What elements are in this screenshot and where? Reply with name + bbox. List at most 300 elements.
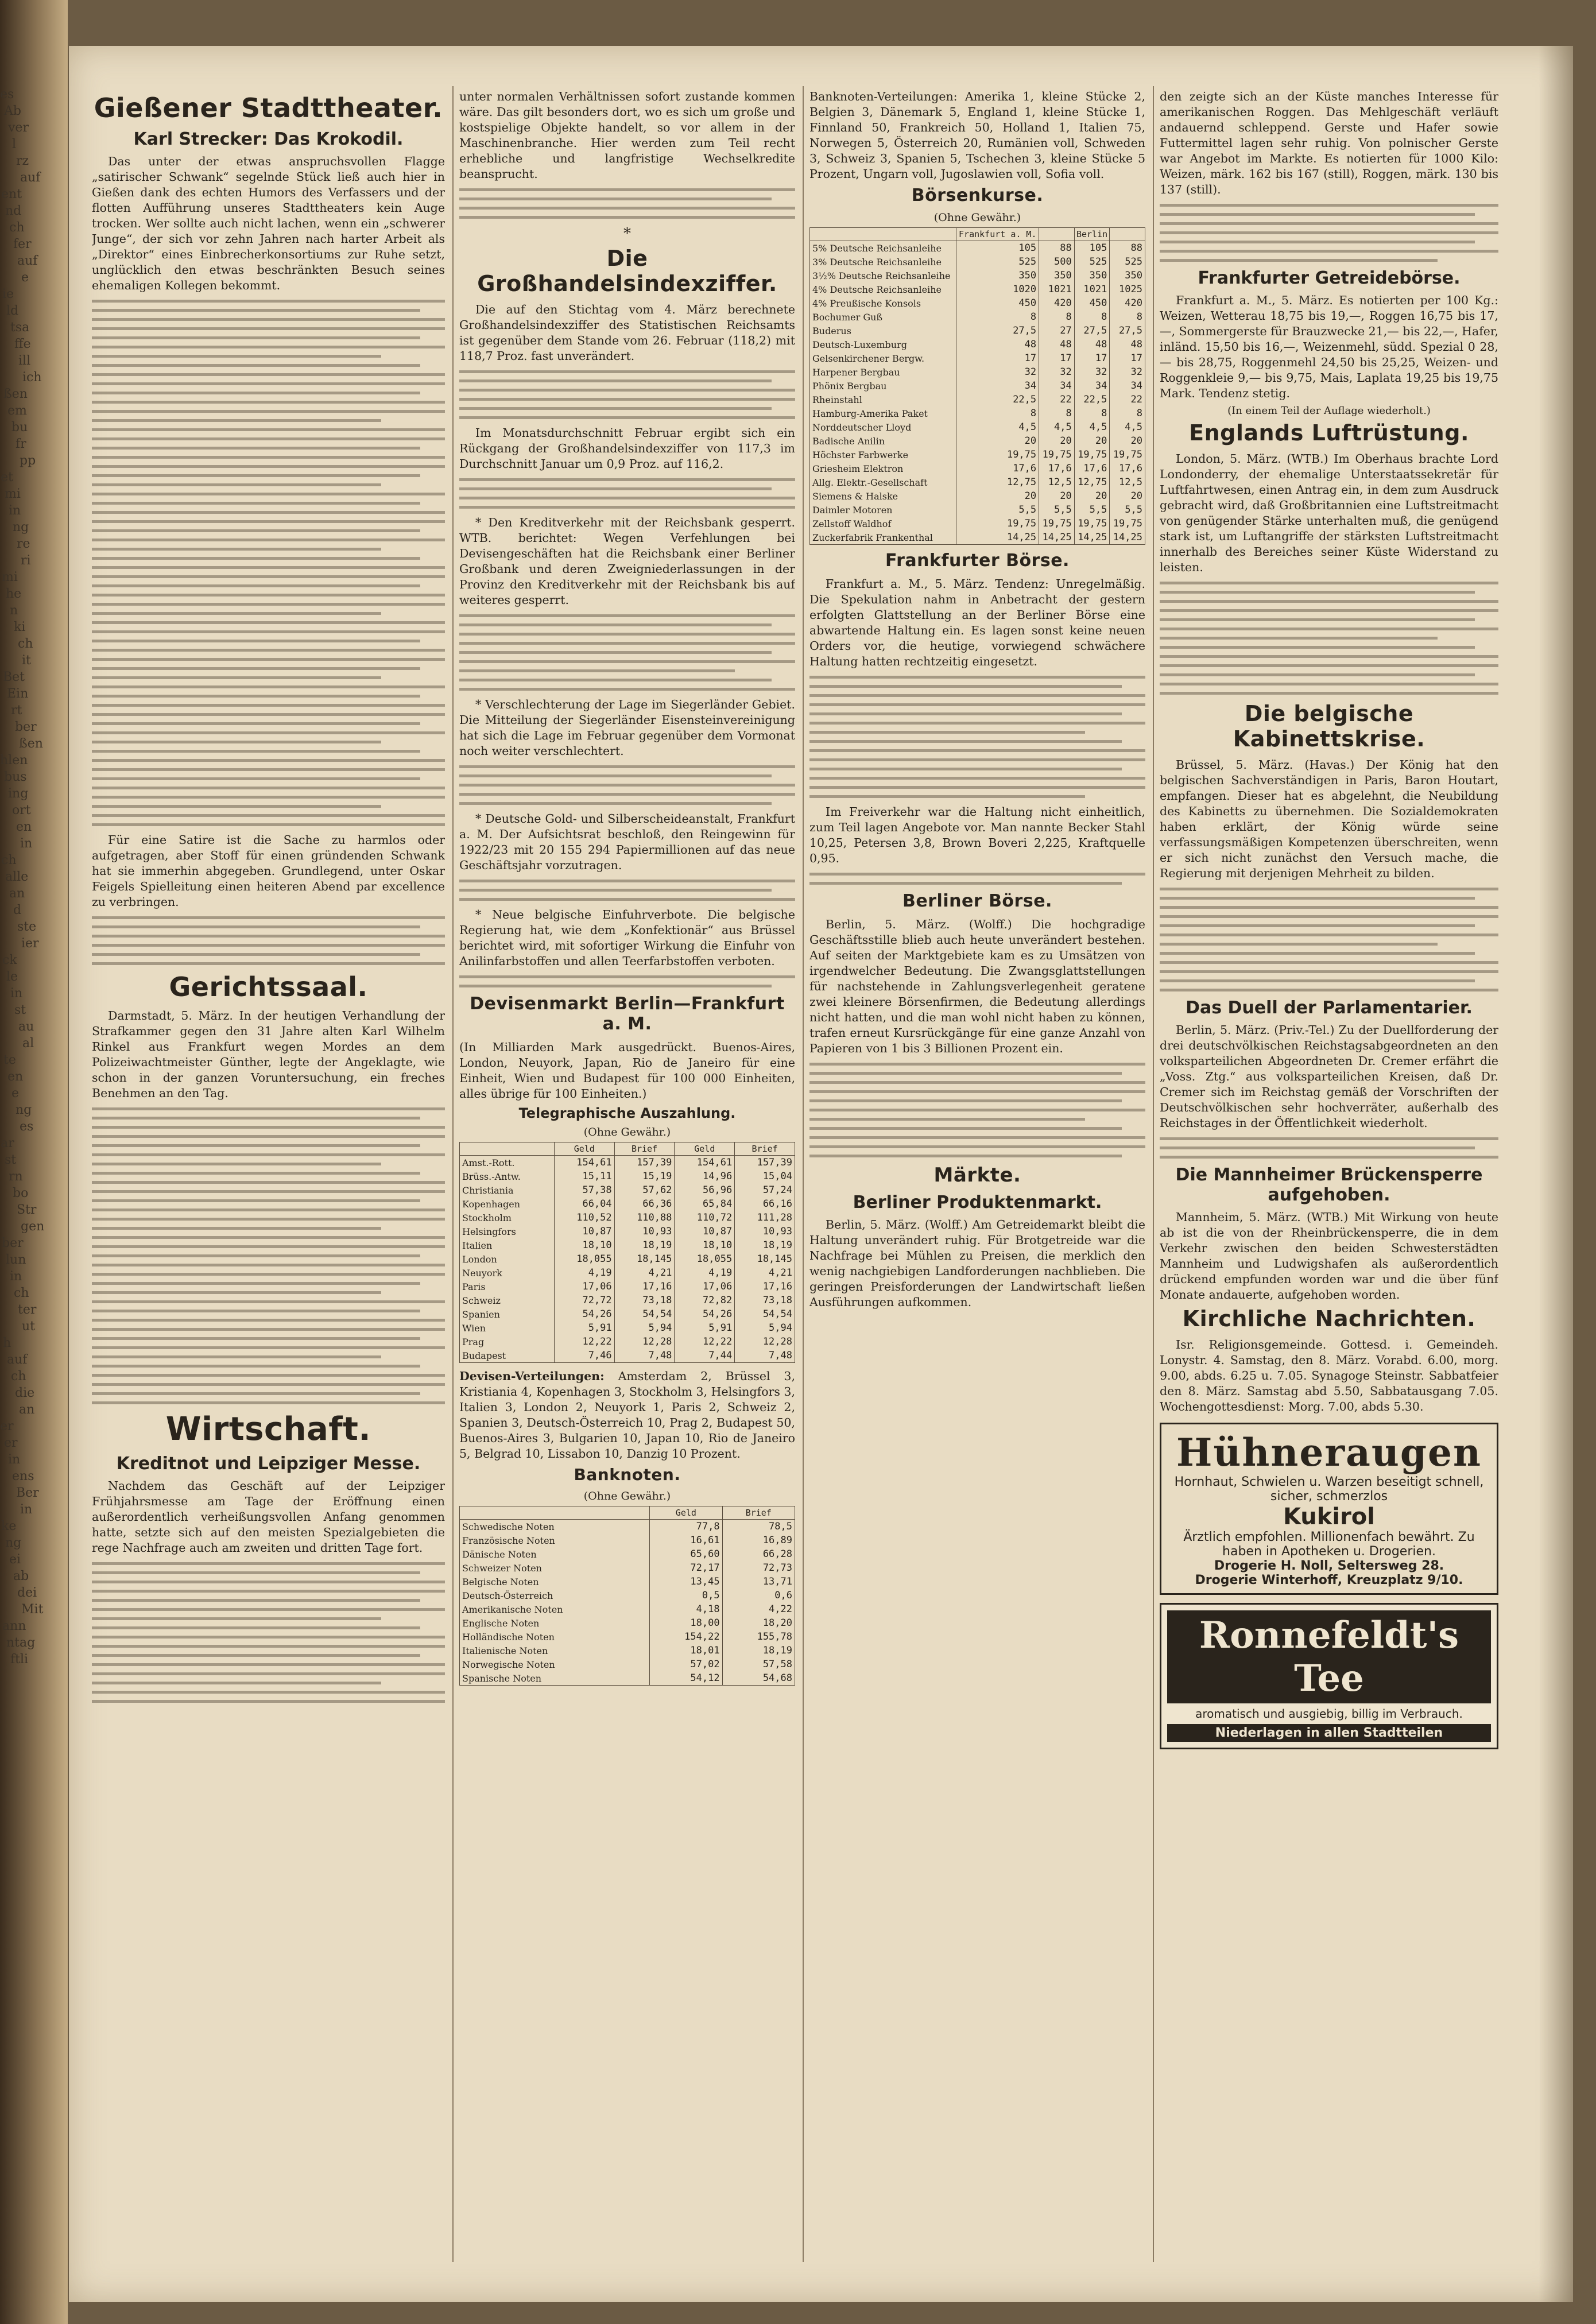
text-line (809, 786, 1145, 789)
text-line (1160, 943, 1438, 946)
article-paragraph: Die auf den Stichtag vom 4. März berechnete Großhandelsindexziffer des Statistischen Reichsamts ist gegenüber dem Stande vom 26. Februar (118,2) mit 118,7 Proz. fast unverändert. (459, 303, 795, 363)
table-cell: 17 (1110, 351, 1145, 365)
table-row (460, 1321, 795, 1335)
text-line (92, 916, 445, 919)
text-line (92, 787, 445, 789)
text-filler (809, 873, 1145, 885)
column-rule (452, 86, 454, 2262)
table-cell: 0,5 (650, 1589, 722, 1602)
devisenmarkt-heading: Devisenmarkt Berlin—Frankfurt a. M. (470, 994, 785, 1034)
previous-page-fragment: Mit (21, 1602, 44, 1617)
previous-page-fragment: ing (8, 787, 29, 801)
row-label: Stockholm (460, 1211, 555, 1225)
previous-page-fragment: in (20, 1502, 33, 1517)
text-line (459, 188, 795, 191)
text-line (1160, 683, 1498, 685)
previous-page-fragment: bo (13, 1186, 29, 1200)
table-cell: 18,19 (614, 1238, 675, 1252)
news-note: * Neue belgische Einfuhrverbote. Die belgische Regierung hat, wie dem „Konfektionär“ aus Brüssel berichtet wird, mit sofortiger Wirkung die Einfuhr von Anilinfarbstoffen und allen Teerfarbstoffen verboten. (459, 908, 795, 968)
article-paragraph: London, 5. März. (WTB.) Im Oberhaus brachte Lord Londonderry, der ehemalige Unterstaatssekretär für Luftfahrtwesen, einen Antrag ein, in dem zum Ausdruck gebracht wird, daß Großbritannien eine Luftstreitmacht von genügender Stärke unterhalten muß, die genügend stark ist, um Luftangriffe der stärksten Luftstreitmacht innerhalb des Bereiches seiner Küste Widerstand zu leisten. (1160, 452, 1498, 574)
table-cell: 18,20 (722, 1616, 795, 1630)
table-cell: 154,22 (650, 1630, 722, 1644)
text-line (1160, 952, 1475, 955)
text-line (809, 712, 1122, 715)
previous-page-fragment: ab (13, 1569, 29, 1583)
table-row (460, 1266, 795, 1280)
article-paragraph: Im Freiverkehr war die Haltung nicht einheitlich, zum Teil lagen Angebote vor. Man nannte Becker Stahl 10,25, Petersen 3,8, Brown Boveri 2,225, Kraftquelle 0,95. (809, 805, 1145, 865)
text-line (92, 685, 445, 688)
text-line (1160, 961, 1498, 964)
text-filler (1160, 204, 1498, 262)
previous-page-fragment: fr (16, 437, 26, 451)
previous-page-fragment: in (9, 503, 21, 518)
text-line (459, 197, 772, 200)
text-line (809, 1072, 1122, 1075)
text-line (92, 1383, 445, 1386)
table-cell: 20 (1039, 489, 1075, 503)
article-paragraph: Frankfurt a. M., 5. März. Es notierten per 100 Kg.: Weizen, Wetterau 18,75 bis 19,—, Roggen 16,75 bis 17,—, Sommergerste für Brauzwecke 21,— bis 22,—, Hafer, inländ. 15,50 bis 16,—, Weizenmehl, südd. Spezial 0 28,— bis 28,75, Roggenmehl 24,50 bis 25,25, Weizen- und Roggenkleie 9,— bis 9,75, Mais, Laplata 19,25 bis 19,75 Mark. Tendenz stetig. (1160, 293, 1498, 400)
text-line (92, 493, 445, 495)
text-line (92, 318, 445, 321)
table-cell: 19,75 (956, 517, 1039, 530)
previous-page-fragment: ch (1, 853, 17, 867)
text-line (92, 566, 445, 569)
table-cell: 48 (1074, 338, 1110, 351)
table-row (460, 1238, 795, 1252)
text-line (92, 575, 445, 578)
text-line (92, 1190, 445, 1193)
text-line (92, 953, 420, 956)
previous-page-fragment: pp (20, 454, 36, 468)
boersenkurse-note: (Ohne Gewähr.) (933, 211, 1021, 224)
previous-page-fragment: mi (2, 570, 18, 584)
table-header-cell (810, 228, 956, 241)
text-line (809, 795, 1085, 798)
text-line (459, 880, 795, 882)
ad-brand: Ronnefeldt's Tee (1167, 1610, 1491, 1703)
text-line (92, 1374, 445, 1377)
page-edge-shadow (1539, 46, 1573, 2302)
table-row (460, 1349, 795, 1363)
table-cell: 14,25 (1074, 530, 1110, 545)
table-header-cell (460, 1506, 650, 1520)
text-line (459, 487, 772, 490)
column-1 (92, 89, 445, 2259)
text-line (92, 1328, 445, 1331)
table-row (810, 448, 1145, 462)
previous-page-fragment: ch (18, 637, 33, 651)
article-paragraph: Im Monatsdurchschnitt Februar ergibt sich ein Rückgang der Großhandelsindexziffer von 117,3 im Durchschnitt Januar um 0,9 Proz. auf 116,2. (459, 426, 795, 471)
text-line (1160, 897, 1475, 900)
wirtschaft-heading: Wirtschaft. (165, 1411, 371, 1448)
text-line (809, 1136, 1145, 1139)
previous-page-fragment: auf (7, 1353, 28, 1367)
text-line (809, 1063, 1145, 1066)
text-line (92, 355, 381, 358)
table-row (810, 379, 1145, 393)
table-cell: 88 (1110, 241, 1145, 255)
table-cell: 8 (956, 406, 1039, 420)
table-header-cell (460, 1142, 555, 1156)
row-label: Siemens & Halske (810, 489, 956, 503)
text-line (92, 483, 381, 486)
table-row (460, 1307, 795, 1321)
previous-page-fragment: lun (6, 1253, 26, 1267)
previous-page-fragment: ng (5, 1536, 22, 1550)
previous-page-fragment: ck (2, 953, 17, 967)
banknoten-verteilung: Banknoten-Verteilungen: Amerika 1, kleine Stücke 2, Belgien 3, Dänemark 5, England 1, kleine Stücke 1, Finnland 50, Frankreich 50, Holland 1, Italien 75, Norwegen 5, Österreich 20, Rumänien voll, Schweden 3, Schweiz 3, Spanien 5, Tschechen 3, kleine Stücke 5 Prozent, Ungarn voll, Jugoslawien voll, Sofia voll. (809, 90, 1145, 181)
table-cell: 54,54 (614, 1307, 675, 1321)
row-label: Neuyork (460, 1266, 555, 1280)
previous-page-fragment: em (7, 404, 27, 418)
table-row (810, 462, 1145, 475)
text-line (92, 392, 420, 394)
previous-page-fragment: ng (13, 520, 29, 534)
row-label: 4% Deutsche Reichsanleihe (810, 282, 956, 296)
previous-page-fragment: ar (1, 1136, 14, 1151)
table-cell: 17 (956, 351, 1039, 365)
text-line (459, 975, 795, 978)
text-line (1160, 1137, 1498, 1140)
text-line (459, 679, 772, 681)
text-line (1160, 222, 1498, 225)
table-header-cell (1110, 228, 1145, 241)
previous-page-fragment: te (3, 1053, 16, 1067)
table-cell: 4,5 (1074, 420, 1110, 434)
ad-address: Drogerie Winterhoff, Kreuzplatz 9/10. (1195, 1573, 1463, 1587)
row-label: Gelsenkirchener Bergw. (810, 351, 956, 365)
table-cell: 18,055 (675, 1252, 735, 1266)
text-line (1160, 231, 1498, 234)
table-cell: 20 (956, 489, 1039, 503)
table-cell: 15,11 (554, 1169, 614, 1183)
article-paragraph: Berlin, 5. März. (Wolff.) Am Getreidemarkt bleibt die Haltung unverändert ruhig. Für Brotgetreide war die Nachfrage bei Mühlen zu Preisen, die merklich den wenig nachgiebigen Landforderungen nachblieben. Die geringen Preisforderungen der Landwirtschaft ließen Ausführungen aufkommen. (809, 1218, 1145, 1309)
text-filler (1160, 582, 1498, 695)
text-filler (1160, 888, 1498, 991)
row-label: Zellstoff Waldhof (810, 517, 956, 530)
previous-page-fragment: ter (18, 1303, 37, 1317)
table-cell: 17 (1039, 351, 1075, 365)
table-cell: 1020 (956, 282, 1039, 296)
table-cell: 110,88 (614, 1211, 675, 1225)
row-label: Italien (460, 1238, 555, 1252)
text-line (92, 511, 445, 514)
previous-page-fragment: al (22, 1036, 34, 1051)
row-label: Norddeutscher Lloyd (810, 420, 956, 434)
table-row (810, 282, 1145, 296)
table-cell: 16,61 (650, 1533, 722, 1547)
table-cell: 73,18 (735, 1293, 795, 1307)
previous-page-fragment: ffe (14, 337, 31, 351)
row-label: 5% Deutsche Reichsanleihe (810, 241, 956, 255)
text-line (92, 1153, 445, 1156)
table-cell: 65,84 (675, 1197, 735, 1211)
previous-page-fragment: an (9, 886, 25, 901)
table-row (460, 1211, 795, 1225)
row-label: Italienische Noten (460, 1644, 650, 1657)
table-cell: 4,21 (614, 1266, 675, 1280)
table-row (460, 1533, 795, 1547)
table-row (460, 1561, 795, 1575)
text-filler (92, 916, 445, 965)
text-line (92, 300, 445, 303)
table-cell: 10,87 (675, 1225, 735, 1238)
text-filler (459, 370, 795, 419)
previous-page-fragment: ch (11, 1369, 26, 1384)
text-line (809, 768, 1122, 770)
previous-page-fragment: au (18, 1020, 34, 1034)
news-note: * Den Kreditverkehr mit der Reichsbank gesperrt. WTB. berichtet: Wegen Verfehlungen bei Devisengeschäften hat die Reichsbank einer Berliner Großbank und deren Zweigniederlassungen in der Provinz den Kreditverkehr mit der Reichsbank bis auf weiteres gesperrt. (459, 516, 795, 607)
news-note: * Deutsche Gold- und Silberscheideanstalt, Frankfurt a. M. Der Aufsichtsrat beschloß, den Reingewinn für 1922/23 mit 20 155 294 Papiermillionen auf das neue Geschäftsjahr vorzutragen. (459, 812, 795, 872)
table-cell: 27 (1039, 324, 1075, 338)
text-line (809, 1145, 1145, 1148)
table-cell: 27,5 (1110, 324, 1145, 338)
table-header-cell: Brief (735, 1142, 795, 1156)
table-cell: 105 (956, 241, 1039, 255)
auflage-note: (In einem Teil der Auflage wiederholt.) (1227, 405, 1431, 417)
table-row (460, 1225, 795, 1238)
text-line (92, 814, 445, 817)
text-line (92, 759, 445, 762)
table-cell: 450 (956, 296, 1039, 310)
text-line (809, 1081, 1145, 1084)
table-cell: 20 (1110, 489, 1145, 503)
text-line (92, 1392, 420, 1395)
text-line (92, 667, 420, 670)
text-line (92, 823, 445, 826)
text-line (1160, 970, 1498, 973)
row-label: Norwegische Noten (460, 1657, 650, 1671)
devisenmarkt-note: (Ohne Gewähr.) (583, 1126, 671, 1138)
table-cell: 18,10 (675, 1238, 735, 1252)
table-cell: 34 (1039, 379, 1075, 393)
text-filler (459, 975, 795, 987)
table-cell: 54,68 (722, 1671, 795, 1686)
table-row (810, 393, 1145, 406)
text-line (1160, 673, 1475, 676)
previous-page-fragment: ier (21, 936, 39, 951)
text-line (92, 428, 445, 431)
text-filler (92, 1107, 445, 1404)
row-label: Höchster Farbwerke (810, 448, 956, 462)
text-line (92, 649, 445, 652)
table-cell: 18,01 (650, 1644, 722, 1657)
previous-page-fragment: in (10, 986, 23, 1001)
theater-subheading: Karl Strecker: Das Krokodil. (133, 129, 404, 149)
text-line (92, 1209, 445, 1211)
row-label: Deutsch-Luxemburg (810, 338, 956, 351)
row-label: Wien (460, 1321, 555, 1335)
table-cell: 12,22 (675, 1335, 735, 1349)
table-cell: 17 (1074, 351, 1110, 365)
text-line (92, 1282, 420, 1285)
table-cell: 1025 (1110, 282, 1145, 296)
text-line (1160, 655, 1498, 658)
table-cell: 5,94 (735, 1321, 795, 1335)
table-cell: 7,48 (735, 1349, 795, 1363)
table-cell: 13,71 (722, 1575, 795, 1589)
text-line (809, 1109, 1145, 1111)
text-line (92, 1163, 381, 1165)
table-row (810, 269, 1145, 282)
table-cell: 18,19 (722, 1644, 795, 1657)
text-line (92, 1663, 445, 1666)
previous-page-fragment: ch (9, 220, 25, 235)
table-row (810, 489, 1145, 503)
ad-line: aromatisch und ausgiebig, billig im Verbrauch. (1195, 1707, 1463, 1721)
table-cell: 154,61 (675, 1156, 735, 1170)
previous-page-fragment: nd (5, 204, 22, 218)
previous-page-fragment: ntag (6, 1636, 36, 1650)
previous-page-fragment: ch (14, 1286, 29, 1300)
table-cell: 4,5 (1039, 420, 1075, 434)
table-cell: 34 (1074, 379, 1110, 393)
table-cell: 72,82 (675, 1293, 735, 1307)
previous-page-fragment: in (20, 836, 33, 851)
row-label: Zuckerfabrik Frankenthal (810, 530, 956, 545)
text-line (459, 688, 795, 691)
previous-page-fragment: Bet (3, 670, 25, 684)
row-label: Buderus (810, 324, 956, 338)
text-line (92, 539, 445, 541)
previous-page-fragment: ßen (3, 387, 28, 401)
text-filler (1160, 1137, 1498, 1159)
table-row (460, 1575, 795, 1589)
row-label: Phönix Bergbau (810, 379, 956, 393)
text-line (459, 207, 795, 210)
table-cell: 18,10 (554, 1238, 614, 1252)
table-cell: 450 (1074, 296, 1110, 310)
text-line (92, 1571, 420, 1574)
gericht-heading: Gerichtssaal. (169, 971, 368, 1002)
table-cell: 32 (956, 365, 1039, 379)
article-paragraph: Nachdem das Geschäft auf der Leipziger Frühjahrsmesse am Tage der Eröffnung einen außerordentlich verheißungsvollen Anfang genommen hatte, setzte sich auf den meisten Spezialgebieten die rege Nachfrage auch am zweiten und dritten Tage fort. (92, 1479, 445, 1555)
previous-page-fragment: ut (22, 1319, 36, 1334)
table-cell: 17,6 (956, 462, 1039, 475)
text-line (459, 985, 772, 987)
previous-page-fragment: d (13, 903, 22, 917)
row-label: Bochumer Guß (810, 310, 956, 324)
table-cell: 22,5 (956, 393, 1039, 406)
table-cell: 77,8 (650, 1520, 722, 1534)
table-cell: 13,45 (650, 1575, 722, 1589)
previous-page-fragment: ver (8, 121, 29, 135)
table-row (810, 351, 1145, 365)
row-label: Christiania (460, 1183, 555, 1197)
table-row (460, 1156, 795, 1170)
table-row (460, 1197, 795, 1211)
article-paragraph: Frankfurt a. M., 5. März. Tendenz: Unregelmäßig. Die Spekulation nahm in Anbetracht der gestern erfolgten Glattstellung an der Berliner Börse eine abwartende Haltung ein. Es lagen sonst keine neuen Orders vor, die heutige, vorwiegend schwächere Haltung hatten rechtzeitig eingesetzt. (809, 577, 1145, 668)
text-line (92, 557, 420, 560)
table-cell: 350 (956, 269, 1039, 282)
previous-page-fragment: mi (5, 487, 21, 501)
text-line (459, 642, 795, 645)
table-cell: 420 (1110, 296, 1145, 310)
text-line (92, 447, 420, 450)
text-line (92, 594, 445, 597)
text-line (92, 1700, 445, 1703)
table-cell: 22 (1110, 393, 1145, 406)
table-cell: 8 (1074, 406, 1110, 420)
table-cell: 10,93 (614, 1225, 675, 1238)
text-line (1160, 888, 1498, 890)
text-line (459, 216, 795, 219)
table-cell: 34 (1110, 379, 1145, 393)
table-cell: 5,91 (675, 1321, 735, 1335)
text-line (92, 1117, 420, 1120)
previous-page-fragment: ftli (10, 1652, 29, 1667)
text-line (92, 309, 420, 312)
text-line (92, 1682, 381, 1684)
text-line (459, 497, 795, 499)
previous-page-fragment: an (19, 1403, 35, 1417)
text-line (92, 382, 445, 385)
table-cell: 525 (1074, 255, 1110, 269)
text-line (809, 1127, 1122, 1130)
table-header-cell: Brief (614, 1142, 675, 1156)
table-cell: 18,145 (614, 1252, 675, 1266)
text-line (92, 1346, 445, 1349)
text-line (92, 410, 445, 413)
table-cell: 17,16 (735, 1280, 795, 1293)
text-line (1160, 628, 1498, 630)
text-line (809, 777, 1145, 780)
column-2: unter normalen Verhältnissen sofort zustande kommen wäre. Das gilt besonders dort, wo es sich um große und kostspielige Objekte handelt, so vor allem in der Maschinenbranche. Hier werden zum Teil recht erhebliche und langfristige Wechselkredite beansprucht. * Die Großhandelsindexziffer. Die auf den Stichtag vom 4. März berechnete Großhandelsindexziffer des Statistischen Reichsamts ist gegenüber dem Stande vom 26. Februar (118,2) mit 118,7 Proz. fast unverändert. Im Monatsdurchschnitt Februar ergibt sich ein Rückgang der Großhandelsindexziffer von 117,3 im Durchschnitt Januar um 0,9 Proz. auf 116,2. * Den Kreditverkehr mit der Reichsbank gesperrt. WTB. berichtet: Wegen Verfehlungen bei Devisengeschäften hat die Reichsbank einer Berliner Großbank und deren Zweigniederlassungen in der Provinz den Kreditverkehr mit der Reichsbank bis auf weiteres gesperrt. * Verschlechterung der Lage im Siegerländer Gebiet. Die Mitteilung der Siegerländer Eisensteinvereinigung hat sich die Lage im Februar gegenüber dem Vormonat noch weiter verschlechtert. * Deutsche Gold- und Silberscheideanstalt, Frankfurt a. M. Der Aufsichtsrat beschloß, den Reingewinn für 1922/23 mit 20 155 294 Papiermillionen auf das neue Geschäftsjahr vorzutragen. * Neue belgische Einfuhrverbote. Die belgische Regierung hat, wie dem „Konfektionär“ aus Brüssel berichtet wird, mit sofortiger Wirkung die Einfuhr von Anilinfarbstoffen und allen Teerfarbstoffen verboten. Devisenmarkt Berlin—Frankfurt a. M. (In Milliarden Mark ausgedrückt. Buenos-Aires, London, Neuyork, Japan, Rio de Janeiro für eine Einheit, Wien und Budapest für 100 000 Einheiten, alles übrige für 100 Einheiten.) Telegraphische Auszahlung. (Ohne Gewähr.) Geld Brief Geld Brief Amst.-Rott. 154,61 157,39 154,61 157,39 Brüss.-Antw. 15,11 15,19 14,96 15,04 Christiania 57,38 57,62 56,96 57,24 Kopenhagen 66,04 66,36 65,84 66,16 Stockholm 110,52 110,88 110,72 111,28 Helsingfors 10,87 10,93 10,87 10,93 Italien 18,10 18,19 18,10 18,19 London 18,055 18,145 18,055 18,145 Neuyork 4,19 4,21 4,19 4,21 Paris 17,06 17,16 17,06 17,16 Schweiz 72,72 73,18 72,82 73,18 Spanien 54,26 54,54 54,26 54,54 Wien 5,91 5,94 5,91 5,94 Prag 12,22 12,28 12,22 12,28 Budapest 7,46 7,48 7,44 7,48 Devisen-Verteilungen: Amsterdam 2, Brüssel 3, Kristiania 4, Kopenhagen 3, Stockholm 3, Helsingfors 3, Italien 3, London 2, Neuyork 1, Paris 2, Schweiz 2, Spanien 3, Deutsch-Österreich 10, Prag 2, Budapest 50, Buenos-Aires 3, Bulgarien 10, Japan 10, Rio de Janeiro 5, Belgrad 10, Lissabon 10, Danzig 10 Prozent. Banknoten. (Ohne Gewähr.) Geld Brief Schwedische Noten 77,8 78,5 Französische Noten 16,61 16,89 Dänische Noten 65,60 66,28 Schweizer Noten 72,17 72,73 Belgische Noten 13,45 13,71 Deutsch-Österreich 0,5 0,6 Amerikanische Noten 4,18 4,22 Englische Noten 18,00 18,20 Holländische Noten 154,22 155,78 Italienische Noten 18,01 18,19 Norwegische Noten 57,02 57,58 Spanische Noten 54,12 54,68 (459, 89, 795, 2259)
table-cell: 65,60 (650, 1547, 722, 1561)
row-label: London (460, 1252, 555, 1266)
text-line (92, 621, 445, 624)
text-line (92, 695, 420, 698)
text-line (92, 750, 420, 753)
table-cell: 350 (1039, 269, 1075, 282)
table-cell: 14,25 (956, 530, 1039, 545)
table-cell: 154,61 (554, 1156, 614, 1170)
devisenmarkt-subheading: Telegraphische Auszahlung. (518, 1105, 736, 1121)
text-line (92, 1691, 445, 1694)
previous-page-fragment: alle (5, 870, 29, 884)
table-cell: 12,75 (956, 475, 1039, 489)
text-line (1160, 609, 1498, 612)
table-cell: 27,5 (956, 324, 1039, 338)
table-cell: 20 (956, 434, 1039, 448)
article-paragraph: Mannheim, 5. März. (WTB.) Mit Wirkung von heute ab ist die von der Rheinbrückensperre, die in dem Verkehr zwischen den beiden Schwesterstädten Mannheim und Ludwigshafen als außerordentlich drückend empfunden worden war und die über fünf Monate andauerte, aufgehoben worden. (1160, 1210, 1498, 1302)
column-4 (1160, 89, 1498, 2259)
table-cell: 72,17 (650, 1561, 722, 1575)
previous-page-fragment: h (3, 1336, 11, 1350)
table-cell: 19,75 (1110, 517, 1145, 530)
text-line (92, 502, 420, 505)
table-cell: 17,06 (554, 1280, 614, 1293)
previous-page-fragment: ort (12, 803, 31, 818)
text-line (92, 419, 381, 422)
grosshandel-heading: Die Großhandelsindexziffer. (477, 246, 777, 296)
text-filler (92, 300, 445, 826)
text-line (809, 740, 1122, 743)
text-line (1160, 618, 1475, 621)
text-line (92, 731, 445, 734)
text-line (92, 676, 381, 679)
table-row (810, 296, 1145, 310)
table-row (460, 1602, 795, 1616)
text-line (92, 1581, 445, 1583)
table-cell: 17,6 (1074, 462, 1110, 475)
table-cell: 5,91 (554, 1321, 614, 1335)
row-label: 3% Deutsche Reichsanleihe (810, 255, 956, 269)
text-line (92, 1135, 445, 1138)
text-line (1160, 241, 1475, 243)
text-line (1160, 582, 1498, 584)
article-paragraph: unter normalen Verhältnissen sofort zustande kommen wäre. Das gilt besonders dort, wo es sich um große und kostspielige Objekte handelt, so vor allem in der Maschinenbranche. Hier werden zum Teil recht erhebliche und langfristige Wechselkredite beansprucht. (459, 90, 795, 181)
